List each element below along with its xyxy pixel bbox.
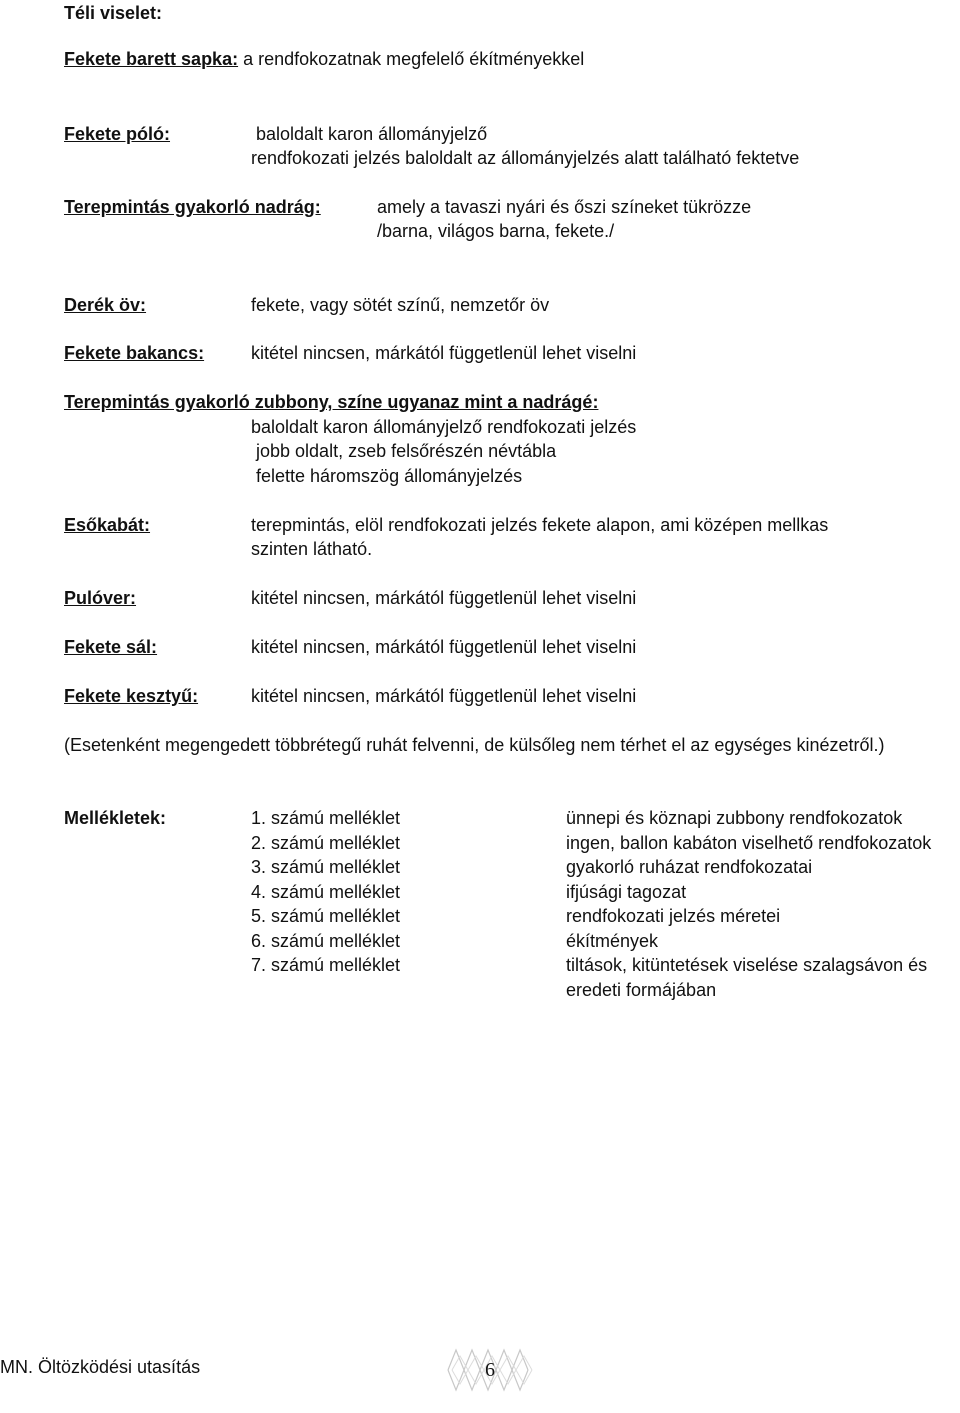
raincoat-label: Esőkabát:: [64, 515, 151, 535]
annex-number: 5. számú melléklet: [251, 906, 401, 926]
beret-text: a rendfokozatnak megfelelő ékítményekkel: [238, 49, 585, 69]
annex-description: ingen, ballon kabáton viselhető rendfokozatok: [566, 833, 932, 853]
pullover-text: kitétel nincsen, márkától függetlenül lehet viselni: [251, 588, 637, 608]
scarf-label: Fekete sál:: [64, 637, 158, 657]
scarf-text: kitétel nincsen, márkától függetlenül lehet viselni: [251, 637, 637, 657]
annex-description: gyakorló ruházat rendfokozatai: [566, 857, 813, 877]
annex-number: 6. számú melléklet: [251, 931, 401, 951]
trousers-label: Terepmintás gyakorló nadrág:: [64, 197, 321, 217]
annex-description: tiltások, kitüntetések viselése szalagsávon és: [566, 955, 928, 975]
raincoat-line1: terepmintás, elöl rendfokozati jelzés fekete alapon, ami középen mellkas: [251, 515, 829, 535]
page-number-badge: [444, 1342, 536, 1398]
annex-number: 1. számú melléklet: [251, 808, 401, 828]
section-title: Téli viselet:: [64, 3, 163, 23]
annexes-label: Mellékletek:: [64, 808, 167, 828]
jacket-line1: baloldalt karon állományjelző rendfokozati jelzés: [251, 417, 637, 437]
belt-label: Derék öv:: [64, 295, 147, 315]
polo-label: Fekete póló:: [64, 124, 171, 144]
jacket-label: Terepmintás gyakorló zubbony, színe ugyanaz mint a nadrágé:: [64, 392, 599, 412]
annex-description: rendfokozati jelzés méretei: [566, 906, 781, 926]
trousers-line1: amely a tavaszi nyári és őszi színeket tükrözze: [377, 197, 752, 217]
boots-label: Fekete bakancs:: [64, 343, 205, 363]
annex-description: ifjúsági tagozat: [566, 882, 687, 902]
annex-number: 2. számú melléklet: [251, 833, 401, 853]
footer-document-title: MN. Öltözködési utasítás: [0, 1357, 201, 1377]
boots-text: kitétel nincsen, márkától függetlenül lehet viselni: [251, 343, 637, 363]
jacket-line3: felette háromszög állományjelzés: [256, 466, 523, 486]
annex-number: 3. számú melléklet: [251, 857, 401, 877]
layering-note: (Esetenként megengedett többrétegű ruhát felvenni, de külsőleg nem térhet el az egységes kinézetről.): [64, 735, 885, 755]
polo-line1: baloldalt karon állományjelző: [256, 124, 488, 144]
raincoat-line2: szinten látható.: [251, 539, 373, 559]
annex-description: ékítmények: [566, 931, 659, 951]
polo-line2: rendfokozati jelzés baloldalt az állományjelzés alatt található fektetve: [251, 148, 800, 168]
jacket-line2: jobb oldalt, zseb felsőrészén névtábla: [256, 441, 557, 461]
beret-label: Fekete barett sapka:: [64, 49, 239, 69]
gloves-label: Fekete kesztyű:: [64, 686, 199, 706]
annex-description: ünnepi és köznapi zubbony rendfokozatok: [566, 808, 903, 828]
annex-number: 4. számú melléklet: [251, 882, 401, 902]
beret-row: [64, 48, 584, 71]
belt-text: fekete, vagy sötét színű, nemzetőr öv: [251, 295, 550, 315]
annex-number: 7. számú melléklet: [251, 955, 401, 975]
gloves-text: kitétel nincsen, márkától függetlenül lehet viselni: [251, 686, 637, 706]
trousers-line2: /barna, világos barna, fekete./: [377, 221, 615, 241]
pullover-label: Pulóver:: [64, 588, 137, 608]
page-number: 6: [485, 1359, 495, 1381]
annex-description-continuation: eredeti formájában: [566, 980, 717, 1000]
